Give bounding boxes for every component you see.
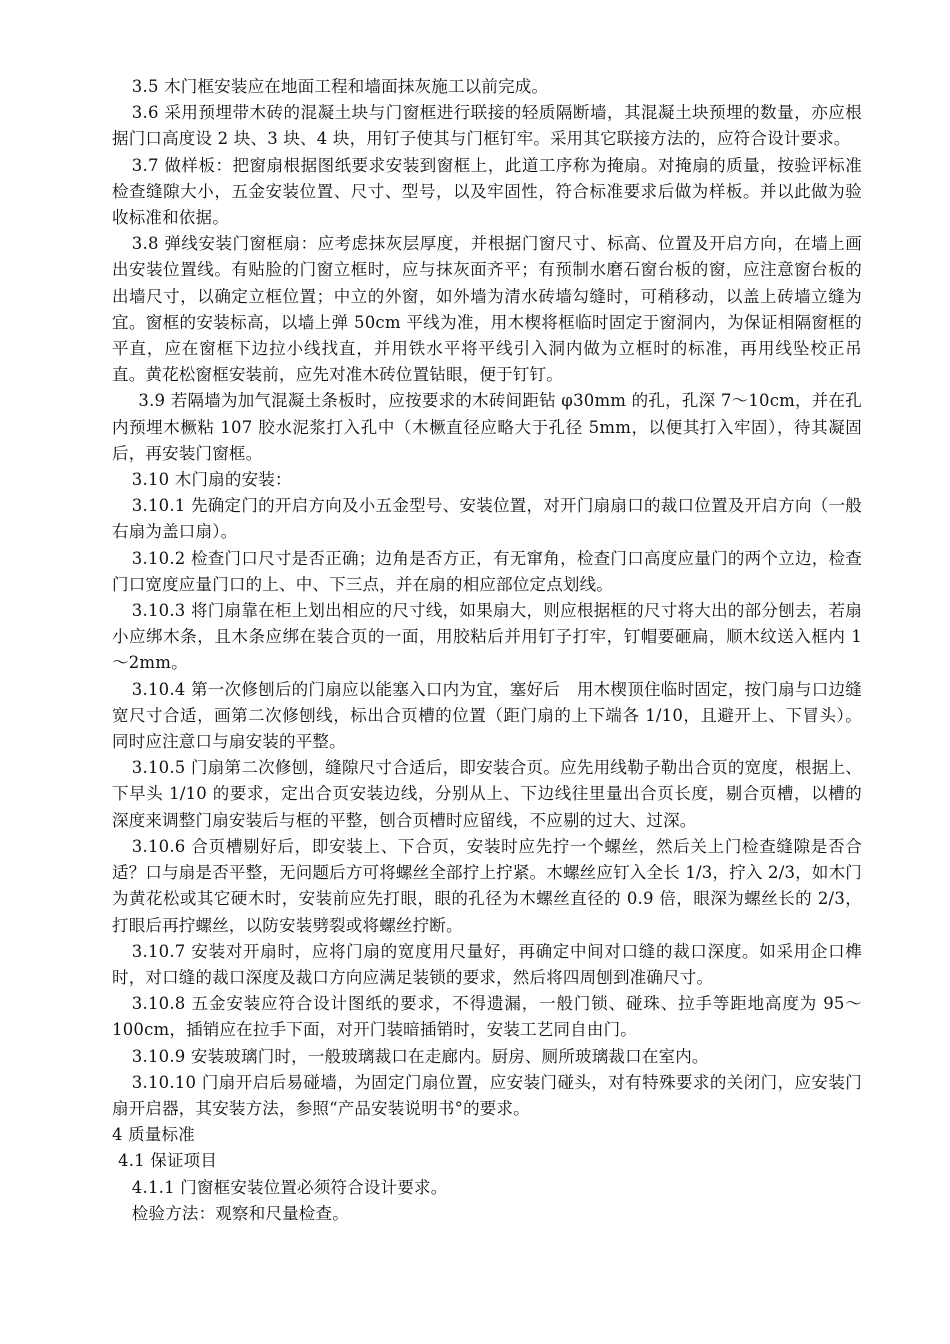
section-heading-quality-standard: 4 质量标准 — [112, 1125, 195, 1145]
paragraph-3-10-9: 3.10.9 安装玻璃门时，一般玻璃裁口在走廊内。厨房、厕所玻璃裁口在室内。 — [131, 1046, 709, 1066]
paragraph-3-10-5: 3.10.5 门扇第二次修刨，缝隙尺寸合适后，即安装合页。应先用线勒子勒出合页的宽度，根据上、下早头 1/10 的要求，定出合页安装边线，分别从上、下边线往里量出合页长度，剔合页槽，以槽的深度来调整门扇安装后与框的平整，刨合页槽时应留线，不应剔的过大、过深。 — [112, 758, 862, 830]
paragraph-3-8: 3.8 弹线安装门窗框扇：应考虑抹灰层厚度，并根据门窗尺寸、标高、位置及开启方向，在墙上画出安装位置线。有贴脸的门窗立框时，应与抹灰面齐平；有预制水磨石窗台板的窗，应注意窗台板的出墙尺寸，以确定立框位置；中立的外窗，如外墙为清水砖墙勾缝时，可稍移动，以盖上砖墙立缝为宜。窗框的安装标高，以墙上弹 50cm 平线为准，用木楔将框临时固定于窗洞内，为保证相隔窗框的平直，应在窗框下边拉小线找直，并用铁水平将平线引入洞内做为立框时的标准，再用线坠校正吊直。黄花松窗框安装前，应先对准木砖位置钻眼，便于钉钉。 — [112, 234, 862, 385]
paragraph-3-5: 3.5 木门框安装应在地面工程和墙面抹灰施工以前完成。 — [131, 77, 549, 96]
paragraph-3-10-7: 3.10.7 安装对开扇时，应将门扇的宽度用尺量好，再确定中间对口缝的裁口深度。如采用企口榫时，对口缝的裁口深度及裁口方向应满足装锁的要求，然后将四周刨到准确尺寸。 — [112, 941, 862, 987]
paragraph-3-10-8: 3.10.8 五金安装应符合设计图纸的要求，不得遗漏，一般门锁、碰珠、拉手等距地高度为 95～100cm，插销应在拉手下面，对开门装暗插销时，安装工艺同自由门。 — [112, 994, 862, 1040]
paragraph-3-10-6: 3.10.6 合页槽剔好后，即安装上、下合页，安装时应先拧一个螺丝，然后关上门检查缝隙是否合适？口与扇是否平整，无问题后方可将螺丝全部拧上拧紧。木螺丝应钉入全长 1/3，拧入 2/3，如木门为黄花松或其它硬木时，安装前应先打眼，眼的孔径为木螺丝直径的 0.9 倍，眼深为螺丝长的 2/3，打眼后再拧螺丝，以防安装劈裂或将螺丝拧断。 — [112, 836, 862, 935]
paragraph-4-1-1: 4.1.1 门窗框安装位置必须符合设计要求。 — [131, 1177, 448, 1197]
paragraph-3-7: 3.7 做样板：把窗扇根据图纸要求安装到窗框上，此道工序称为掩扇。对掩扇的质量，按验评标准检查缝隙大小，五金安装位置、尺寸、型号，以及牢固性，符合标准要求后做为样板。并以此做为验收标准和依据。 — [112, 155, 862, 228]
paragraph-3-10: 3.10 木门扇的安装： — [131, 470, 292, 490]
paragraph-3-10-2: 3.10.2 检查门口尺寸是否正确；边角是否方正，有无窜角，检查门口高度应量门的两个立边，检查门口宽度应量门口的上、中、下三点，并在扇的相应部位定点划线。 — [112, 548, 862, 594]
inspection-method-line: 检验方法：观察和尺量检查。 — [131, 1203, 349, 1223]
document-page — [112, 74, 862, 1227]
paragraph-3-10-4: 3.10.4 第一次修刨后的门扇应以能塞入口内为宜，塞好后 用木楔顶住临时固定，按门扇与口边缝宽尺寸合适，画第二次修刨线，标出合页槽的位置（距门扇的上下端各 1/10，且避开上、下冒头）。同时应注意口与扇安装的平整。 — [112, 679, 862, 752]
subsection-heading-guarantee-items: 4.1 保证项目 — [118, 1151, 218, 1171]
paragraph-3-10-3: 3.10.3 将门扇靠在柜上划出相应的尺寸线，如果扇大，则应根据框的尺寸将大出的部分刨去，若扇小应绑木条，且木条应绑在装合页的一面，用胶粘后并用钉子打牢，钉帽要砸扁，顺木纹送入框内 1～2mm。 — [112, 601, 862, 673]
paragraph-3-6: 3.6 采用预埋带木砖的混凝土块与门窗框进行联接的轻质隔断墙，其混凝土块预埋的数量，亦应根据门口高度设 2 块、3 块、4 块，用钉子使其与门框钉牢。采用其它联接方法的，应符合设计要求。 — [112, 103, 862, 149]
paragraph-3-10-1: 3.10.1 先确定门的开启方向及小五金型号、安装位置，对开门扇扇口的裁口位置及开启方向（一般右扇为盖口扇）。 — [112, 496, 862, 542]
paragraph-3-10-10: 3.10.10 门扇开启后易碰墙，为固定门扇位置，应安装门碰头，对有特殊要求的关闭门，应安装门扇开启器，其安装方法，参照“产品安装说明书°的要求。 — [112, 1072, 862, 1118]
paragraph-3-9: 3.9 若隔墙为加气混凝土条板时，应按要求的木砖间距钻 φ30mm 的孔，孔深 7～10cm，并在孔内预埋木橛粘 107 胶水泥浆打入孔中（木橛直径应略大于孔径 5mm，以便其打入牢固），待其凝固后，再安装门窗框。 — [112, 391, 862, 463]
